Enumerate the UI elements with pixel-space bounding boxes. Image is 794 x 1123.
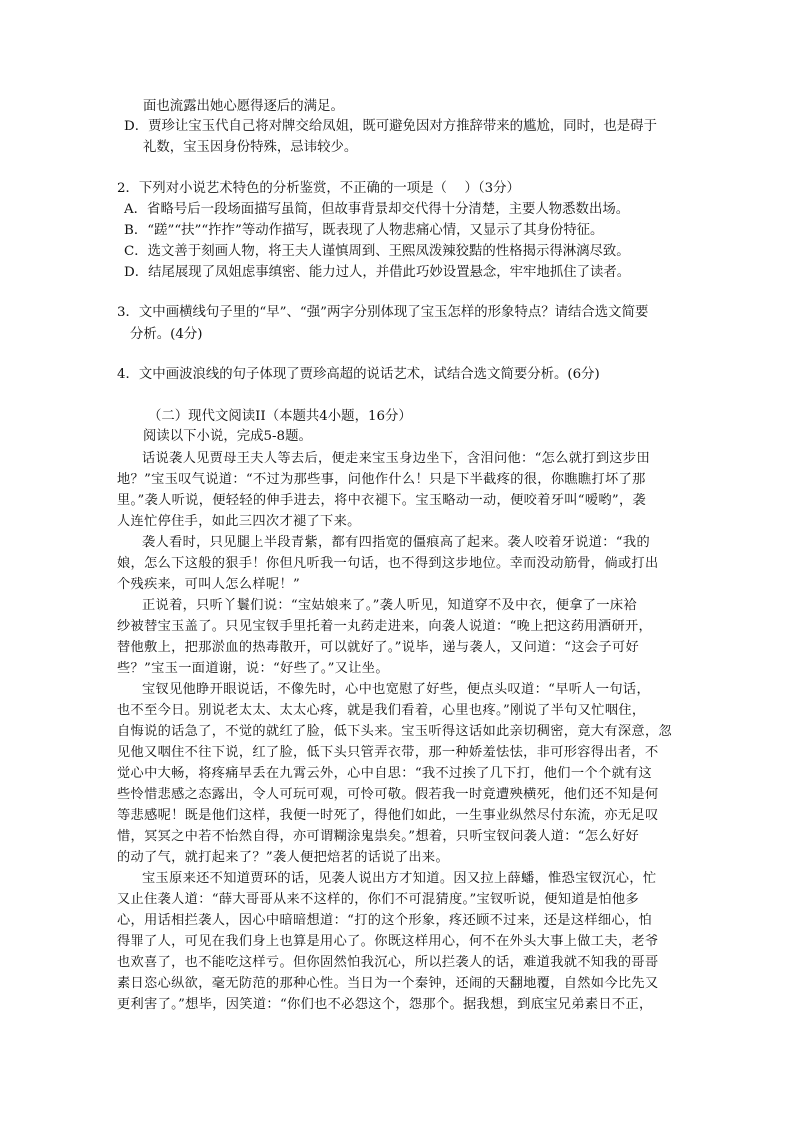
q4-stem: 4．文中画波浪线的句子体现了贾珍高超的说话艺术，试结合选文简要分析。(6分) bbox=[117, 367, 600, 382]
q2-option-b: B．“蹉”“扶”“拃拃”等动作描写，既表现了人物悲痛心情，又显示了其身份特征。 bbox=[124, 223, 604, 238]
passage-line: 得罪了人，可见在我们身上也算是用心了。你既这样用心，何不在外头大事上做工夫，老爷 bbox=[117, 934, 659, 949]
q1-option-d: D．贾珍让宝玉代自己将对牌交给凤姐，既可避免因对方推辞带来的尴尬，同时，也是碍于 bbox=[124, 119, 657, 134]
passage-line: 里。”袭人听说，便轻轻的伸手进去，将中衣褪下。宝玉略动一动，便咬着牙叫“嗳哟”，袭 bbox=[117, 493, 647, 508]
q2-option-a: A．省略号后一段场面描写虽简，但故事背景却交代得十分清楚，主要人物悉数出场。 bbox=[124, 202, 630, 217]
passage-line: 素日恣心纵欲，毫无防范的那种心性。当日为一个秦钟，还闹的天翻地覆，自然如今比先又 bbox=[117, 976, 659, 991]
passage-line: 地？”宝玉叹气说道：“不过为那些事，问他作什么！只是下半截疼的很，你瞧瞧打坏了那 bbox=[117, 472, 646, 487]
passage-line: 觉心中大畅，将疼痛早丢在九霄云外，心中自思：“我不过挨了几下打，他们一个个就有这 bbox=[117, 766, 653, 781]
passage-line: 话说袭人见贾母王夫人等去后，便走来宝玉身边坐下，含泪问他：“怎么就打到这步田 bbox=[142, 451, 650, 466]
q2-option-d: D．结尾展现了凤姐虑事缜密、能力过人，并借此巧妙设置悬念，牢牢地抓住了读者。 bbox=[124, 265, 631, 280]
q3-stem: 3．文中画横线句子里的“早”、“强”两字分别体现了宝玉怎样的形象特点？请结合选文简要 bbox=[117, 305, 649, 320]
q1-option-d-continuation: 礼数，宝玉因身份特殊，忌讳较少。 bbox=[143, 140, 358, 155]
passage-line: 袭人看时，只见腿上半段青紫，都有四指宽的僵痕高了起来。袭人咬着牙说道：“我的 bbox=[142, 535, 650, 550]
q3-stem-continuation: 分析。(4分) bbox=[130, 327, 203, 342]
q1-option-c-continuation: 面也流露出她心愿得逐后的满足。 bbox=[143, 99, 344, 114]
passage-line: 见他又咽住不往下说，红了脸，低下头只管弄衣带，那一种娇羞怯怯，非可形容得出者，不 bbox=[117, 745, 659, 760]
passage-line: 惜，冥冥之中若不怡然自得，亦可谓糊涂鬼祟矣。”想着，只听宝钗问袭人道：“怎么好好 bbox=[117, 829, 640, 844]
q2-stem: 2．下列对小说艺术特色的分析鉴赏，不正确的一项是（ ）（3分） bbox=[117, 181, 520, 196]
passage-line: 替他敷上，把那淤血的热毒散开，可以就好了。”说毕，递与袭人，又问道：“这会子可好 bbox=[117, 640, 640, 655]
q2-option-c: C．选文善于刻画人物，将王夫人谨慎周到、王熙凤泼辣狡黠的性格揭示得淋漓尽致。 bbox=[124, 244, 630, 259]
passage-line: 人连忙停住手，如此三四次才褪了下来。 bbox=[117, 514, 361, 529]
passage-line: 心，用话相拦袭人，因心中暗暗想道：“打的这个形象，疼还顾不过来，还是这样细心，怕 bbox=[117, 913, 653, 928]
passage-line: 也欢喜了，也不能吃这样亏。但你固然怕我沉心，所以拦袭人的话，难道我就不知我的哥哥 bbox=[117, 955, 659, 970]
passage-line: 些怜惜悲感之态露出，令人可玩可观，可怜可敬。假若我一时竟遭殃横死，他们还不知是何 bbox=[117, 787, 659, 802]
passage-line: 正说着，只听丫鬟们说：“宝姑娘来了。”袭人听见，知道穿不及中衣，便拿了一床袷 bbox=[142, 598, 637, 613]
passage-line: 又止住袭人道：“薛大哥哥从来不这样的，你们不可混猜度。”宝钗听说，便知道是怕他多 bbox=[117, 892, 640, 907]
passage-line: 也不至今日。别说老太太、太太心疼，就是我们看着，心里也疼。”刚说了半句又忙咽住， bbox=[117, 703, 646, 718]
passage-line: 的动了气，就打起来了？”袭人便把焙茗的话说了出来。 bbox=[117, 850, 449, 865]
passage-line: 宝玉原来还不知道贾环的话，见袭人说出方才知道。因又拉上薛蟠，惟恐宝钗沉心，忙 bbox=[142, 871, 657, 886]
passage-line: 宝钗见他睁开眼说话，不像先时，心中也宽慰了好些，便点头叹道：“早听人一句话， bbox=[142, 682, 650, 697]
passage-line: 个残疾来，可叫人怎么样呢！” bbox=[117, 577, 301, 592]
passage-line: 些？”宝玉一面道谢，说：“好些了。”又让坐。 bbox=[117, 661, 389, 676]
passage-line: 等悲感呢！既是他们这样，我便一时死了，得他们如此，一生事业纵然尽付东流，亦无足叹 bbox=[117, 808, 659, 823]
passage-line: 自悔说的话急了，不觉的就红了脸，低下头来。宝玉听得这话如此亲切稠密，竟大有深意，忽 bbox=[117, 724, 673, 739]
passage-line: 纱被替宝玉盖了。只见宝钗手里托着一丸药走进来，向袭人说道：“晚上把这药用酒研开， bbox=[117, 619, 653, 634]
passage-line: 娘，怎么下这般的狠手！你但凡听我一句话，也不得到这步地位。幸而没动筋骨，倘或打出 bbox=[117, 556, 659, 571]
passage-line: 更利害了。”想毕，因笑道：“你们也不必怨这个，怨那个。据我想，到底宝兄弟素日不正， bbox=[117, 997, 653, 1012]
section-instruction: 阅读以下小说，完成5-8题。 bbox=[143, 429, 312, 444]
section-heading: （二）现代文阅读II（本题共4小题，16分） bbox=[148, 409, 412, 424]
